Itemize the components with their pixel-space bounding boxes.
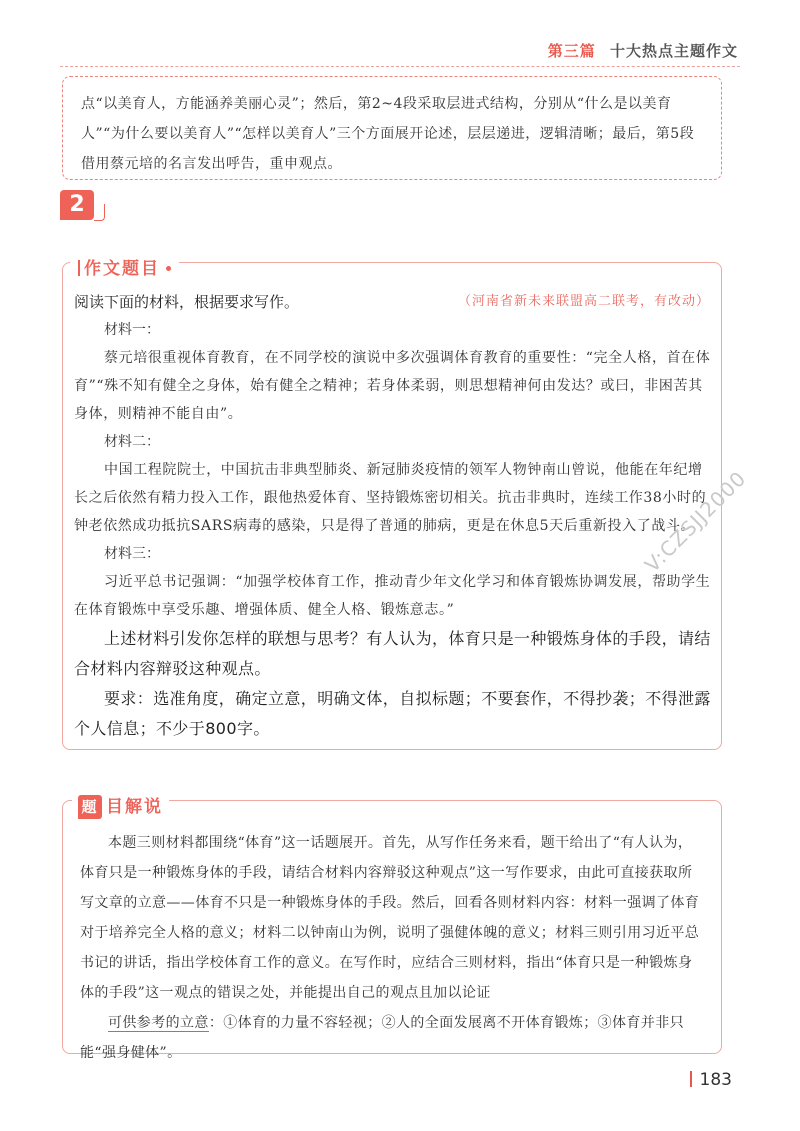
- explain-paragraph-1: 本题三则材料都围绕“体育”这一话题展开。首先，从写作任务来看，题干给出了“有人认为，体育只是一种锻炼身体的手段，请结合材料内容辩驳这种观点”这一写作要求，由此可直接获取所写文章的立意——体育不只是一种锻炼身体的手段。然后，回看各则材料内容：材料一强调了体育对于培养完全人格的意义；材料二以钟南山为例，说明了强健体魄的意义；材料三则引用习近平总书记的讲话，指出学校体育工作的意义。在写作时，应结合三则材料，指出“体育只是一种锻炼身体的手段”这一观点的错误之处，并能提出自己的观点且加以论证: [80, 835, 700, 1001]
- heading-bar-icon: [78, 260, 80, 276]
- explain-heading-text: 目解说: [106, 797, 163, 817]
- section-number-tag: 2: [60, 190, 94, 220]
- page-header: [548, 40, 738, 61]
- topic-content: [74, 288, 714, 744]
- explain-content: [80, 828, 704, 1068]
- topic-instruction-line: [74, 288, 714, 316]
- section-number-tag-tail: [94, 204, 105, 221]
- header-title: 十大热点主题作文: [609, 42, 738, 60]
- topic-heading: [70, 254, 179, 279]
- reference-idea-list: ：①体育的力量不容轻视；②人的全面发展离不开体育锻炼；③体育并非只能“强身健体”。: [80, 1015, 685, 1061]
- explain-heading-icon: 题: [78, 795, 102, 819]
- topic-requirement: 要求：选准角度，确定立意，明确文体，自拟标题；不要套作，不得抄袭；不得泄露个人信息；不少于800字。: [74, 689, 711, 738]
- explain-heading: [72, 792, 169, 819]
- topic-source: （河南省新未来联盟高二联考，有改动）: [457, 294, 710, 309]
- material-1-label: 材料一：: [104, 322, 160, 338]
- page-number-text: 183: [699, 1070, 732, 1090]
- reference-idea-label: 可供参考的立意: [108, 1015, 209, 1031]
- explain-paragraph-2: [80, 1008, 704, 1068]
- header-divider: [60, 66, 740, 67]
- material-3-label: 材料三：: [104, 546, 160, 562]
- watermark: V:CZSJJ2000: [640, 466, 751, 577]
- intro-summary-text: 点“以美育人，方能涵养美丽心灵”；然后，第2~4段采取层进式结构，分别从“什么是以美育人”“为什么要以美育人”“怎样以美育人”三个方面展开论述，层层递进，逻辑清晰；最后，第5段借用蔡元培的名言发出呼告，重申观点。: [81, 96, 695, 172]
- topic-question: 上述材料引发你怎样的联想与思考？有人认为，体育只是一种锻炼身体的手段，请结合材料内容辩驳这种观点。: [74, 629, 711, 678]
- material-2-label: 材料二：: [104, 434, 160, 450]
- page-number: [690, 1070, 732, 1090]
- intro-summary-box: [62, 76, 722, 180]
- material-1-text: 蔡元培很重视体育教育，在不同学校的演说中多次强调体育教育的重要性：“完全人格，首在体育”“殊不知有健全之身体，始有健全之精神；若身体柔弱，则思想精神何由发达？或曰，非困苦其身体，则精神不能自由”。: [74, 350, 711, 422]
- page-number-bar-icon: [690, 1071, 692, 1087]
- topic-instruction: 阅读下面的材料，根据要求写作。: [74, 293, 300, 311]
- heading-dot-icon: [166, 266, 171, 271]
- header-part: 第三篇: [547, 42, 596, 60]
- material-3-text: 习近平总书记强调：“加强学校体育工作，推动青少年文化学习和体育锻炼协调发展，帮助学生在体育锻炼中享受乐趣、增强体质、健全人格、锻炼意志。”: [74, 574, 711, 618]
- material-2-text: 中国工程院院士，中国抗击非典型肺炎、新冠肺炎疫情的领军人物钟南山曾说，他能在年纪增长之后依然有精力投入工作，跟他热爱体育、坚持锻炼密切相关。抗击非典时，连续工作38小时的钟老依然成功抵抗SARS病毒的感染，只是得了普通的肺病，更是在休息5天后重新投入了战斗。: [74, 462, 707, 534]
- topic-heading-text: 作文题目: [84, 259, 160, 279]
